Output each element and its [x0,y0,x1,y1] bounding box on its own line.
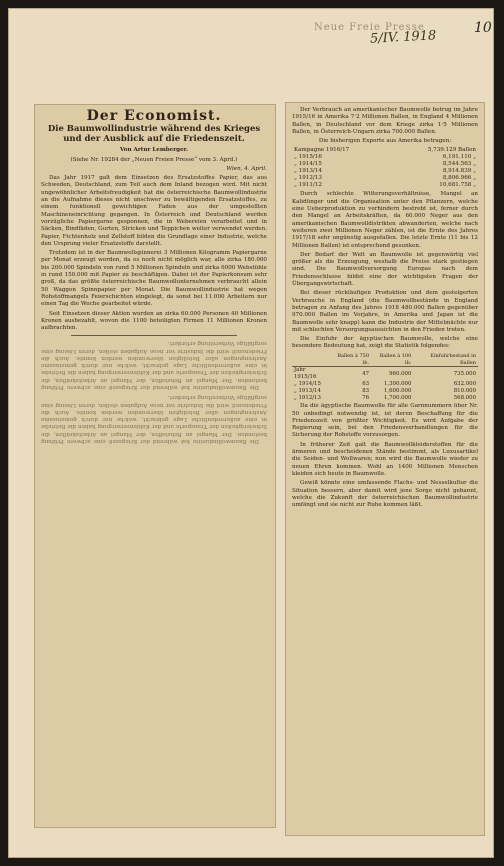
paragraph: Der Bedarf der Welt an Baumwolle ist gegenwärtig viel größer als die Erzeugung, weshalb die Preise stark gestiegen sind. Die Baumwollversorgung Europas nach dem Friedensschlusse bildet eine der wichtigsten Fragen der Übergangswirtschaft. [292,251,478,288]
right-column [292,107,478,511]
table-cell: „ 1915/16 [294,154,322,161]
paragraph: Seit Einsetzen dieser Aktion wurden an zirka 60.000 Personen 40 Millionen Kronen ausbezahlt, wovon die 1100 beteiligten Firmen 11 Millionen Kronen aufbrachten. [41,310,267,332]
paragraph: Bei dieser rückläufigen Produktion und dem gesteigerten Verbrauche in England (die Baumwollbestände in England betragen zu Anfang des Jahres 1918 480.000 Ballen gegenüber 970.000 Ballen im Vorjahre, in Amerika und Japan ist die Baumwolle sehr knapp) kann die Industrie der Mittelmächte nur mit schlechten Versorgungsaussichten in den Frieden treten. [292,290,478,333]
table-cell: 63 [362,380,370,387]
bleed-through-text: Die Baumwollindustrie hat während der Kriegszeit eine schwere Prüfung bestanden. Der Mangel an Rohstoffen, der Mangel an Arbeitskräften, die Schwierigkeiten der Transporte und der Kohlenversorgung haben die Betriebe in eine außerordentliche Lage gebracht, welche nur durch gemeinsame Anstrengungen aller Beteiligten überwunden werden konnte. Auch die Friedenszeit wird die Industrie vor neue Aufgaben stellen, deren Lösung eine sorgfältige Vorbereitung erfordert. [41,393,267,444]
table-cell: 5,739.129 Ballen [427,147,476,154]
table-row [292,381,478,388]
table-cell: 568.000 [453,394,476,401]
left-column [41,108,267,446]
paragraph: Die Einfuhr der ägyptischen Baumwolle, welche eine besondere Bedeutung hat, zeigt die Statistik folgendes: [292,336,478,350]
bleed-through-text: Die Baumwollindustrie hat während der Kriegszeit eine schwere Prüfung bestanden. Der Mangel an Rohstoffen, der Mangel an Arbeitskräften, die Schwierigkeiten der Transporte und der Kohlenversorgung haben die Betriebe in eine außerordentliche Lage gebracht, welche nur durch gemeinsame Anstrengungen aller Beteiligten überwunden werden konnte. Auch die Friedenszeit wird die Industrie vor neue Aufgaben stellen, deren Lösung eine sorgfältige Vorbereitung erfordert. [41,340,267,391]
table-row [292,367,478,381]
exports-caption: Die bisherigen Exporte aus Amerika betragen: [318,138,452,145]
table-row [292,154,478,161]
table-cell: 47 [362,370,370,377]
table-cell: 1,300.000 [383,380,412,387]
paragraph: Das Jahr 1917 galt dem Einsetzen des Ersatzstoffes Papier, das aus Schweden, Deutschland, zum Teil auch dem Inland bezogen wird. Mit nicht ungewöhnlicher Arbeitsfreudigkeit hat die österreichische Baumwollindustrie an die Aufnahme dieses nicht unschwer zu bewältigenden Ersatzstoffes, zu einem funktionell gewichtigen Faden aus der umgestellten Maschineneinrichtung gegangen. In Österreich und Deutschland werden vorzügliche Papiergarne gesponnen, die in Webereien verarbeitet und in Säcken, Bindfäden, Gurten, Stricken und Teppichen weiter verwendet werden. Papier, Fichtenholz und Zellstoff bilden die Grundlage einer Industrie, welche den Ursprung vieler Ersatzstoffe darstellt. [41,175,267,247]
divider [71,335,237,336]
table-cell: 83 [362,387,370,394]
table-cell: „ 1913/14 [294,168,322,175]
egypt-cotton-table [292,353,478,402]
table-cell: „ 1912/13 [294,175,322,182]
author: Von Artur Lemberger. [119,147,189,154]
table-cell: 76 [362,394,370,401]
table-cell: 1,700.000 [383,394,412,401]
table-row [292,395,478,402]
table-header: Einfuhrbestand in Ballen [413,353,478,367]
table-cell: 810.000 [453,387,476,394]
paragraph: Da die ägyptische Baumwolle für alle Garnnummern über Nr. 50 unbedingt notwendig ist, ist deren Beschaffung für die Friedenszeit von größter Wichtigkeit. Es wird Aufgabe der Regierung sein, bei den Friedensverhandlungen für die Sicherung der Rohstoffe vorzusorgen. [292,403,478,439]
archive-stamp: Neue Freie Presse [314,22,425,33]
paragraph: In früherer Zeit galt die Baumwollkleiderstoffen für die ärmeren und bescheidenen Stände bestimmt, als Luxusartikel die Seiden- und Wollwaren; nun wird die Baumwolle wieder zu neuen Ehren kommen. Wohl an 1400 Millionen Menschen kleiden sich heute in Baumwolle. [292,441,478,477]
clipping-left [34,104,276,828]
handwritten-date: 5/IV. 1918 [369,28,437,47]
table-cell: Kampagne 1916/17 [294,147,350,154]
page-number: 10 [474,20,492,36]
table-row [292,182,478,189]
table-header: Ballen à 100 lb. [371,353,413,367]
table-cell: Jahr 1915/16 [294,367,317,381]
table-cell: „ 1914/15 [294,161,322,168]
table-row [292,147,478,154]
table-header: Ballen à 750 lb. [330,353,371,367]
table-row [292,388,478,395]
paragraph: Gewiß könnte eine umfassende Flachs- und Nesselkultur die Situation bessern, aber damit wird jene Sorge nicht gebannt, welche die Zukunft der österreichischen Baumwollindustrie umfängt und sie nicht zur Ruhe kommen läßt. [292,480,478,509]
table-row [292,175,478,182]
table-cell: 735.000 [453,370,476,377]
table-cell: 632.000 [453,380,476,387]
table-cell: 1,600.000 [383,387,412,394]
paragraph: Der Verbrauch an amerikanischer Baumwolle betrug im Jahre 1915/16 in Amerika 7·2 Millionen Ballen, in England 4 Millionen Ballen, in Deutschland vor dem Kriege zirka 1·5 Millionen Ballen, in Österreich-Ungarn zirka 700.000 Ballen. [292,107,478,135]
table-cell: „ 1911/12 [294,182,322,189]
table-cell: „ 1912/13 [294,394,321,401]
table-header [292,353,330,367]
newspaper-page [8,8,494,858]
table-header-row [292,353,478,367]
headline: Der Economist. [86,108,222,124]
table-row [292,168,478,175]
table-cell: 8,806.966 „ [442,175,476,182]
exports-table [292,147,478,189]
paragraph: Trotzdem ist in der Baumwollspinnerei 3 Millionen Kilogramm Papiergarne per Monat erzeugt worden, da es noch nicht möglich war, alle zirka 180.000 bis 200.000 Spindeln von rund 5 Millionen Spindeln und zirka 6000 Webstühle in rund 150.000 mit Papier zu beschäftigen. Dabei ist der Papierkonsum sehr groß, da das größte österreichische Baumwollunternehmen verbraucht allein 50 Waggon Spinnpapier per Monat. Die Baumwollindustrie hat wegen Rohstoffmangels Feierschichten eingelegt, da sonst bei 11.000 Arbeitern nur einen Tag die Woche gearbeitet würde. [41,250,267,308]
table-cell: 10,681.758 „ [439,182,476,189]
table-cell: 8,544.563 „ [442,161,476,168]
table-cell: 6,191.110 „ [442,154,476,161]
dateline: Wien, 4. April. [226,165,267,172]
table-cell: „ 1913/14 [294,387,321,394]
table-cell: „ 1914/15 [294,380,321,387]
table-row [292,161,478,168]
table-cell: 8,914.839 „ [442,168,476,175]
clipping-right [285,102,485,836]
subheading: Die Baumwollindustrie während des Krieges und der Ausblick auf die Friedenszeit. [47,124,261,145]
paragraph: Durch schlechte Witterungsverhältnisse, Mangel an Kalidünger und die Organisation unter den Pflanzern, welche eine Ueberproduktion zu verhindern bestrebt ist, ferner durch den Mangel an Arbeitskräften, da 60.000 Neger aus den amerikanischen Baumwolldistrikten abwanderten, welche nach weiteren zwei Millionen Neger zählen, ist die Ernte des Jahres 1917/18 sehr ungünstig ausgefallen. Die letzte Ernte (11 bis 12 Millionen Ballen) ist entsprechend gesunken. [292,191,478,249]
table-cell: 960.000 [389,370,412,377]
reference: (Siehe Nr. 19284 der „Neuen Freien Presse“ vom 3. April.) [70,156,238,163]
